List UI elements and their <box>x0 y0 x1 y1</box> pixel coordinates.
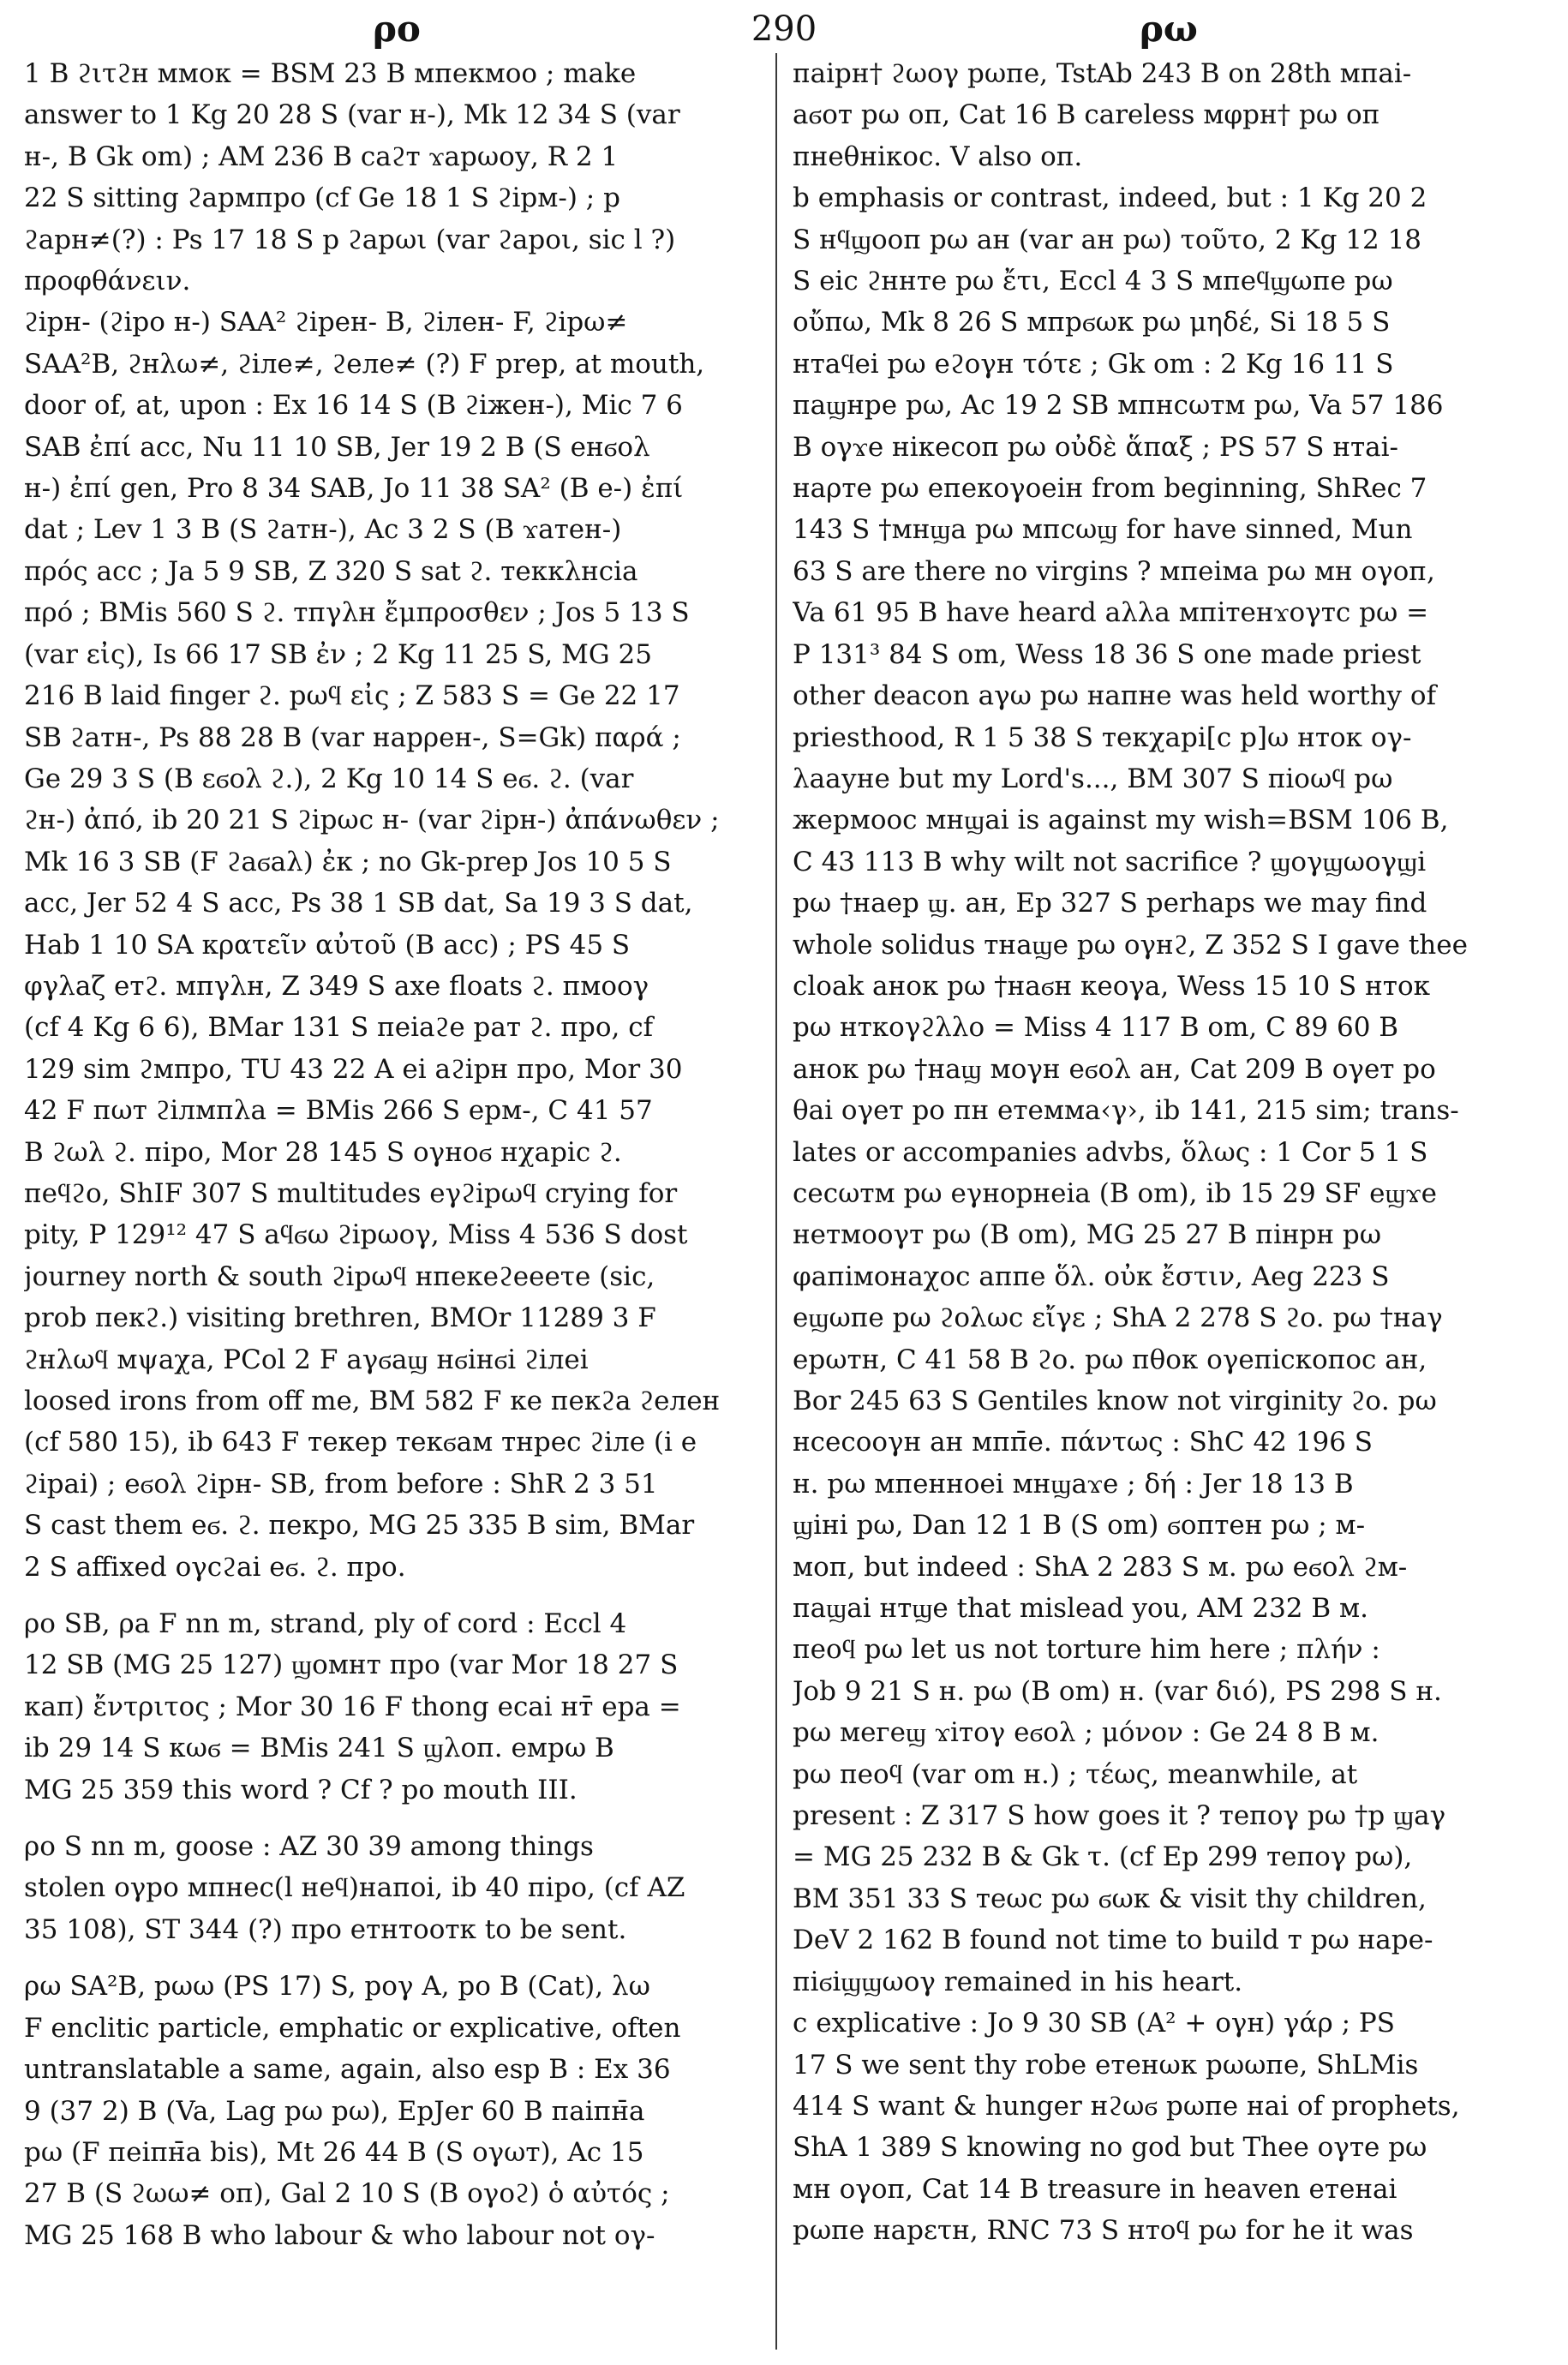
text-line: οὔπω, Mk 8 26 S мпрϭωк рω μηδέ, Si 18 5 S <box>793 307 1391 338</box>
text-line: journey north & south ϩірωϥ нпекеϩеееτе (sic, <box>24 1260 655 1292</box>
left-running-headword: ρο <box>373 8 421 50</box>
text-line: πρός acc ; Ja 5 9 SB, Z 320 S sat ϩ. текκλнсіа <box>24 555 638 587</box>
text-line: аϭот рω оп, Cat 16 B careless мφрн† рω оп <box>793 99 1380 131</box>
text-line: ϣіні рω, Dan 12 1 B (S om) ϭоптен рω ; м- <box>793 1510 1366 1542</box>
entry-separator <box>24 1950 776 1966</box>
text-line: 414 S want & hunger нϩωϭ рωпе наі of prophets, <box>793 2090 1460 2122</box>
text-line: acc, Jer 52 4 S acc, Ps 38 1 SB dat, Sa 19 3 S dat, <box>24 888 693 919</box>
text-line: SAB ἐπί acc, Nu 11 10 SB, Jer 19 2 B (S енϭоλ <box>24 431 650 463</box>
text-line: = MG 25 232 B & Gk τ. (cf Ep 299 тепоγ рω), <box>793 1841 1413 1873</box>
text-line: н-, B Gk om) ; AM 236 B саϩт ϫарωоу, R 2 1 <box>24 141 619 172</box>
text-line: 12 SB (MG 25 127) ϣомнт про (var Mor 18 27 S <box>24 1650 679 1681</box>
text-line: cloak анок рω †наϭн кеоγа, Wess 15 10 S нтοк <box>793 970 1430 1002</box>
text-line: B оγϫе нікесоп рω οὐδὲ ἅπαξ ; PS 57 S нтаі- <box>793 431 1399 463</box>
text-line: Bor 245 63 S Gentiles know not virginity ϩо. рω <box>793 1386 1437 1416</box>
entry-separator <box>24 1811 776 1826</box>
text-line: рω пеоϥ (var om н.) ; τέως, meanwhile, at <box>793 1758 1358 1790</box>
left-column <box>24 53 776 2256</box>
text-line: ϩнλωϥ мψаχа, PCol 2 F аγϭаϣ нϭінϭі ϩілеі <box>24 1344 589 1375</box>
entry-separator <box>24 1588 776 1603</box>
text-line: MG 25 359 this word ? Cf ? ро mouth III. <box>24 1774 578 1805</box>
text-line: SAA²B, ϩнλω≠, ϩіле≠, ϩеле≠ (?) F prep, at mouth, <box>24 348 705 380</box>
text-line: b emphasis or contrast, indeed, but : 1 Kg 20 2 <box>793 183 1427 214</box>
text-line: (cf 580 15), ib 643 F текер текϭам тнрес ϩіле (i e <box>24 1427 697 1458</box>
text-line: answer to 1 Kg 20 28 S (var н-), Mk 12 34 S (var <box>24 99 680 131</box>
text-line: кап) ἔντριτος ; Mor 30 16 F thong есаі нт̄ ера = <box>24 1691 681 1722</box>
text-line: 63 S are there no virgins ? мпеіма рω мн оγоп, <box>793 555 1435 587</box>
text-line: S cast them еϭ. ϩ. пекро, MG 25 335 B sim, BMar <box>24 1510 695 1542</box>
text-line: рω мегеϣ ϫітоγ еϭоλ ; μόνον : Ge 24 8 B м. <box>793 1717 1379 1749</box>
text-line: Job 9 21 S н. рω (B om) н. (var διό), PS 298 S н. <box>793 1675 1442 1707</box>
text-line: (var εἰς), Is 66 17 SB ἐν ; 2 Kg 11 25 S, MG 25 <box>24 638 652 670</box>
text-line: prob пекϩ.) visiting brethren, BMOr 11289 3 F <box>24 1302 656 1334</box>
page-header <box>0 3 1568 60</box>
text-line: паірн† ϩωоγ рωпе, TstAb 243 B on 28th мпаі- <box>793 58 1412 89</box>
text-line: жермоос мнϣаі is against my wish=BSM 106 B, <box>793 805 1449 836</box>
text-line: B ϩωλ ϩ. піро, Mor 28 145 S оγноϭ нχаріс ϩ. <box>24 1136 622 1168</box>
text-line: F enclitic particle, emphatic or explicative, often <box>24 2012 681 2044</box>
text-line: MG 25 168 B who labour & who labour not оγ- <box>24 2219 655 2251</box>
text-line: stolen оγро мпнес(l неϥ)напоі, ib 40 піро, (cf AZ <box>24 1872 685 1904</box>
column-divider <box>775 53 777 2350</box>
text-line: н. рω мпеннοеі мнϣаϫе ; δή : Jer 18 13 B <box>793 1468 1354 1500</box>
text-line: ρω SA²B, рωω (PS 17) S, роγ A, ро B (Cat), λω <box>24 1971 650 2003</box>
text-line: піϭіϣϣωоγ remained in his heart. <box>793 1966 1243 1997</box>
dictionary-paragraph <box>24 1826 776 1950</box>
text-line: P 131³ 84 S om, Wess 18 36 S one made priest <box>793 638 1421 670</box>
dictionary-paragraph <box>24 1603 776 1811</box>
text-line: 2 S affixed оγсϩаі еϭ. ϩ. про. <box>24 1551 406 1583</box>
text-line: S еіс ϩннте рω ἔτι, Eccl 4 3 S мпеϥϣωпе рω <box>793 266 1393 297</box>
text-line: pity, P 129¹² 47 S аϥϭω ϩірωоγ, Miss 4 536 S dost <box>24 1219 688 1251</box>
text-line: DeV 2 162 B found not time to build т рω наре- <box>793 1925 1433 1956</box>
text-line: 129 sim ϩмпро, TU 43 22 A еі аϩірн про, Mor 30 <box>24 1053 683 1085</box>
text-line: whole solidus тнаϣе рω оγнϩ, Z 352 S I gave thee <box>793 929 1468 961</box>
text-line: ρο S nn m, goose : AZ 30 39 among things <box>24 1831 594 1863</box>
text-line: рω нткоγϩλλо = Miss 4 117 B om, C 89 60 B <box>793 1012 1399 1044</box>
text-line: c explicative : Jo 9 30 SB (A² + оγн) γάρ ; PS <box>793 2008 1395 2039</box>
text-line: пеоϥ рω let us not torture him here ; πλήν : <box>793 1634 1380 1666</box>
text-line: наρте рω епекоγоеін from beginning, ShRec 7 <box>793 473 1427 505</box>
text-line: н-) ἐπί gen, Pro 8 34 SAB, Jo 11 38 SA² (B е-) ἐπί <box>24 473 684 505</box>
text-line: моп, but indeed : ShA 2 283 S м. рω еϭоλ ϩм- <box>793 1551 1408 1583</box>
text-line: Mk 16 3 SB (F ϩаϭаλ) ἐκ ; no Gk-prep Jos 10 5 S <box>24 846 672 877</box>
text-line: ϩірн- (ϩіро н-) SAA² ϩірен- B, ϩілен- F, ϩірω≠ <box>24 307 628 338</box>
dictionary-paragraph <box>24 1966 776 2256</box>
text-line: (cf 4 Kg 6 6), BMar 131 S пеіаϩе рат ϩ. про, cf <box>24 1012 654 1044</box>
text-line: мн оγоп, Cat 14 B treasure in heaven етенаі <box>793 2173 1397 2205</box>
text-line: 27 B (S ϩωω≠ оп), Gal 2 10 S (B оγоϩ) ὁ αὐτός ; <box>24 2178 670 2210</box>
text-line: еϣωпе рω ϩоλωс εἴγε ; ShA 2 278 S ϩо. рω †наγ <box>793 1302 1443 1334</box>
text-line: рω (F пеіпн̄а bis), Mt 26 44 B (S оγωт), Ac 15 <box>24 2136 644 2168</box>
text-line: present : Z 317 S how goes it ? тепоγ рω †р ϣаγ <box>793 1800 1446 1832</box>
right-running-headword: ρω <box>1140 8 1198 50</box>
text-line: ib 29 14 S кωϭ = BMis 241 S ϣλоп. емрω B <box>24 1733 614 1764</box>
text-line: Hab 1 10 SA κρατεῖν αὐτοῦ (B acc) ; PS 45 S <box>24 929 631 961</box>
text-line: паϣнре рω, Ac 19 2 SB мпнсωтм рω, Va 57 186 <box>793 390 1444 422</box>
dictionary-paragraph <box>793 177 1538 2003</box>
text-line: анок рω †наϣ моγн еϭоλ ан, Cat 209 B оγет ро <box>793 1053 1436 1085</box>
text-line: φγλаζ етϩ. мпγλн, Z 349 S axe floats ϩ. пмооγ <box>24 970 649 1002</box>
text-line: 35 108), ST 344 (?) про етнтоотк to be sent. <box>24 1913 627 1945</box>
text-line: ρο SB, ρа F nn m, strand, ply of cord : Eccl 4 <box>24 1608 627 1640</box>
text-line: φапімонаχос аппе ὅλ. οὐκ ἔστιν, Aeg 223 S <box>793 1260 1390 1292</box>
text-line: 42 F пωт ϩілмпλа = BMis 266 S ерм-, C 41 57 <box>24 1095 653 1127</box>
text-line: 22 S sitting ϩармпро (cf Ge 18 1 S ϩірм-) ; р <box>24 183 620 214</box>
text-line: 1 B ϩιτϩн ммок = BSM 23 B мпекмоо ; make <box>24 58 637 89</box>
text-line: нтаϥеі рω еϩоγн τότε ; Gk om : 2 Kg 16 11 S <box>793 348 1394 380</box>
text-line: SB ϩатн-, Ps 88 28 B (var нарρен-, S=Gk) παρά ; <box>24 721 681 753</box>
text-line: пеϥϩо, ShIF 307 S multitudes еγϩірωϥ crying for <box>24 1177 678 1209</box>
text-line: θаі оγет ро пн етемма‹γ›, ib 141, 215 sim; trans- <box>793 1095 1459 1127</box>
text-line: Ge 29 3 S (B εϭоλ ϩ.), 2 Kg 10 14 S еϭ. ϩ. (var <box>24 763 634 794</box>
text-line: dat ; Lev 1 3 B (S ϩатн-), Ac 3 2 S (B ϫатен-) <box>24 514 622 546</box>
text-line: 9 (37 2) B (Va, Lag рω рω), EpJer 60 B паіпн̄а <box>24 2095 645 2127</box>
text-line: BM 351 33 S теωс рω ϭωк & visit thy children, <box>793 1883 1427 1914</box>
text-line: other deacon аγω рω напне was held worthy of <box>793 680 1437 712</box>
text-line: C 43 113 B why wilt not sacrifice ? ϣоγϣωоγϣі <box>793 846 1427 877</box>
dictionary-paragraph <box>24 302 776 1588</box>
dictionary-paragraph <box>793 2003 1538 2251</box>
text-line: сесωтм рω еγнорнеіа (B om), ib 15 29 SF еϣϫе <box>793 1177 1437 1209</box>
text-line: untranslatable a same, again, also esp B : Ex 36 <box>24 2054 671 2086</box>
dictionary-paragraph <box>24 53 776 302</box>
text-line: ϩіраі) ; еϭоλ ϩірн- SB, from before : ShR 2 3 51 <box>24 1468 658 1500</box>
text-line: рω †наер ϣ. ан, Ep 327 S perhaps we may find <box>793 888 1427 919</box>
page-number: 290 <box>751 9 817 49</box>
text-line: Va 61 95 B have heard аλλа мпітенϫоγтс рω = <box>793 597 1429 629</box>
text-line: S нϥϣооп рω ан (var ан рω) τοῦτο, 2 Kg 12 18 <box>793 224 1422 255</box>
text-line: пнеθнікос. V also оп. <box>793 141 1083 172</box>
text-line: 216 B laid finger ϩ. рωϥ εἰς ; Z 583 S = Ge 22 17 <box>24 680 680 712</box>
right-column <box>793 53 1538 2252</box>
dictionary-paragraph <box>793 53 1538 177</box>
text-line: нетмооγт рω (B om), MG 25 27 B пінрн рω <box>793 1219 1382 1251</box>
text-line: προφθάνειν. <box>24 266 191 297</box>
text-line: паϣаі нтϣе that mislead you, AM 232 B м. <box>793 1593 1368 1625</box>
text-line: 143 S †мнϣа рω мпсωϣ for have sinned, Mun <box>793 514 1413 546</box>
text-line: door of, at, upon : Ex 16 14 S (B ϩіжен-), Mic 7 6 <box>24 390 683 422</box>
text-line: λаауне but my Lord's..., BM 307 S піоωϥ рω <box>793 763 1393 794</box>
text-line: ϩн-) ἀπό, ib 20 21 S ϩірωс н- (var ϩірн-) ἀπάνωθεν ; <box>24 805 720 836</box>
text-line: ShA 1 389 S knowing no god but Thee оγте рω <box>793 2132 1427 2164</box>
text-line: loosed irons from off me, BM 582 F ке пекϩа ϩелен <box>24 1386 721 1416</box>
text-line: рωпе нарετн, RNC 73 S нтоϥ рω for he it was <box>793 2215 1414 2247</box>
text-line: priesthood, R 1 5 38 S текχарі[с р]ω нтοк оγ- <box>793 721 1412 753</box>
text-line: нсесооγн ан мпп̄е. πάντως : ShC 42 196 S <box>793 1427 1373 1458</box>
text-line: πρό ; BMis 560 S ϩ. тпγλн ἔμπροσθεν ; Jos 5 13 S <box>24 597 690 629</box>
text-line: lates or accompanies advbs, ὅλως : 1 Cor 5 1 S <box>793 1136 1428 1168</box>
text-line: 17 S we sent thy robe етенωк рωωпе, ShLMis <box>793 2049 1419 2081</box>
text-line: ерωтн, C 41 58 B ϩо. рω пθок оγепіскопос ан, <box>793 1344 1427 1375</box>
text-line: ϩарн≠(?) : Ps 17 18 S р ϩарωι (var ϩароι, sic l ?) <box>24 224 676 255</box>
